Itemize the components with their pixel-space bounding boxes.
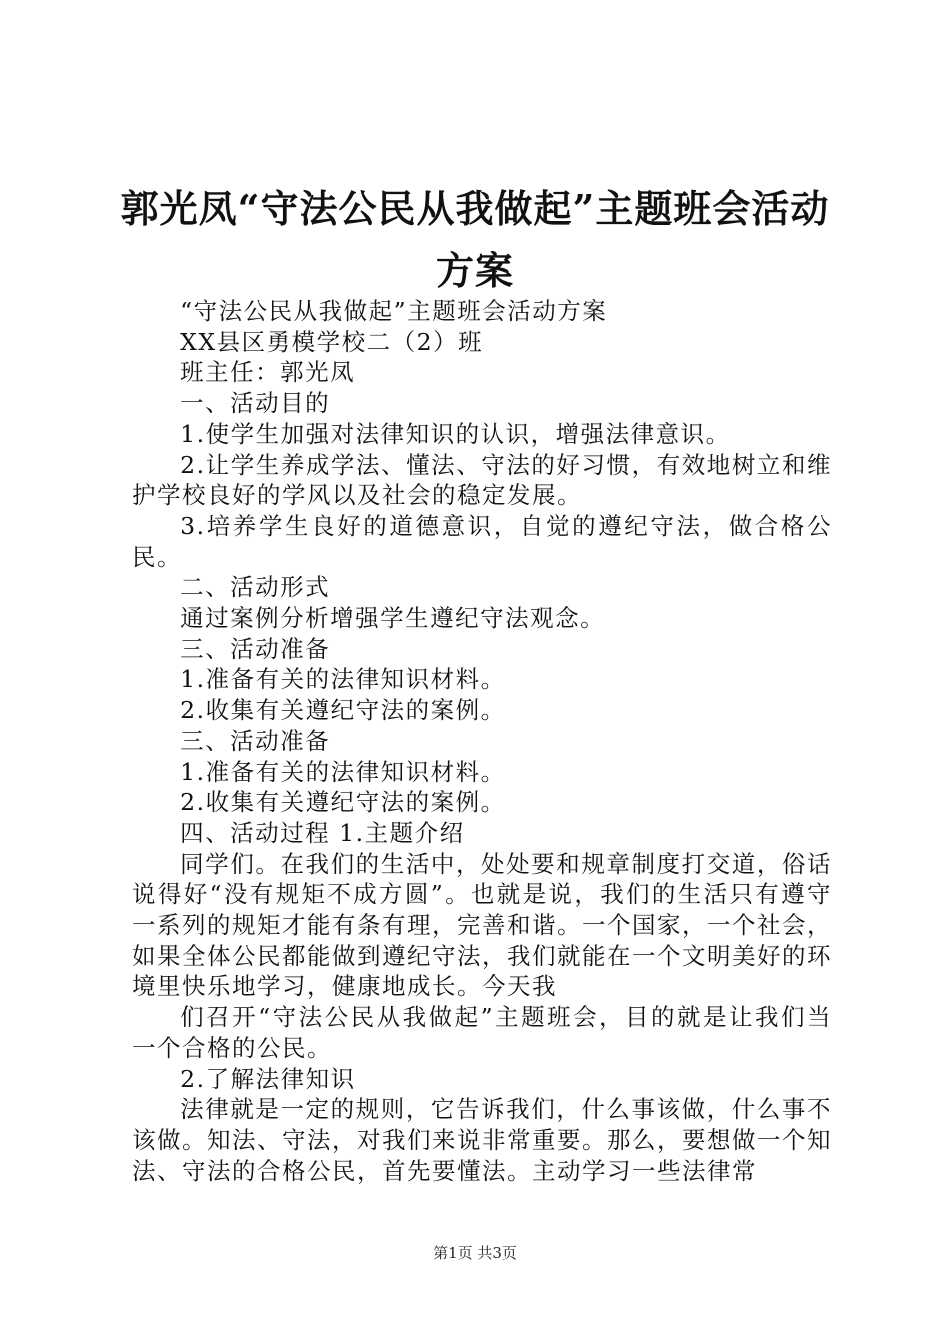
paragraph: 班主任：郭光凤 (180, 358, 356, 387)
paragraph: 1.准备有关的法律知识材料。 (180, 757, 506, 786)
page-number-footer: 第1页 共3页 (433, 1244, 517, 1262)
document-body (132, 296, 832, 1186)
section-heading: 三、活动准备 (180, 634, 331, 663)
paragraph: 同学们。在我们的生活中，处处要和规章制度打交道，俗话说得好“没有规矩不成方圆”。也就是说，我们的生活只有遵守一系列的规矩才能有条有理，完善和谐。一个国家，一个社会，如果全体公民都能做到遵纪守法，我们就能在一个文明美好的环境里快乐地学习，健康地成长。今天我 (132, 849, 832, 1001)
section-heading: 一、活动目的 (180, 389, 331, 418)
paragraph: 1.使学生加强对法律知识的认识，增强法律意识。 (180, 419, 731, 448)
paragraph: 2.让学生养成学法、懂法、守法的好习惯，有效地树立和维护学校良好的学风以及社会的稳定发展。 (132, 450, 832, 510)
section-heading: 四、活动过程 1.主题介绍 (180, 818, 465, 847)
paragraph: 法律就是一定的规则，它告诉我们，什么事该做，什么事不该做。知法、守法，对我们来说非常重要。那么，要想做一个知法、守法的合格公民，首先要懂法。主动学习一些法律常 (132, 1095, 832, 1185)
paragraph: “守法公民从我做起”主题班会活动方案 (180, 297, 608, 325)
paragraph: XX县区勇模学校二（2）班 (180, 327, 484, 356)
paragraph: 3.培养学生良好的道德意识，自觉的遵纪守法，做合格公民。 (132, 511, 832, 571)
paragraph: 2.收集有关遵纪守法的案例。 (180, 696, 506, 725)
document-title: 郭光凤“守法公民从我做起”主题班会活动方案 (120, 186, 830, 293)
paragraph: 2.了解法律知识 (180, 1064, 356, 1093)
paragraph: 2.收集有关遵纪守法的案例。 (180, 788, 506, 817)
paragraph: 们召开“守法公民从我做起”主题班会，目的就是让我们当一个合格的公民。 (132, 1003, 832, 1062)
paragraph: 1.准备有关的法律知识材料。 (180, 665, 506, 694)
section-heading: 二、活动形式 (180, 573, 331, 602)
section-heading: 三、活动准备 (180, 726, 331, 755)
paragraph: 通过案例分析增强学生遵纪守法观念。 (180, 604, 606, 633)
